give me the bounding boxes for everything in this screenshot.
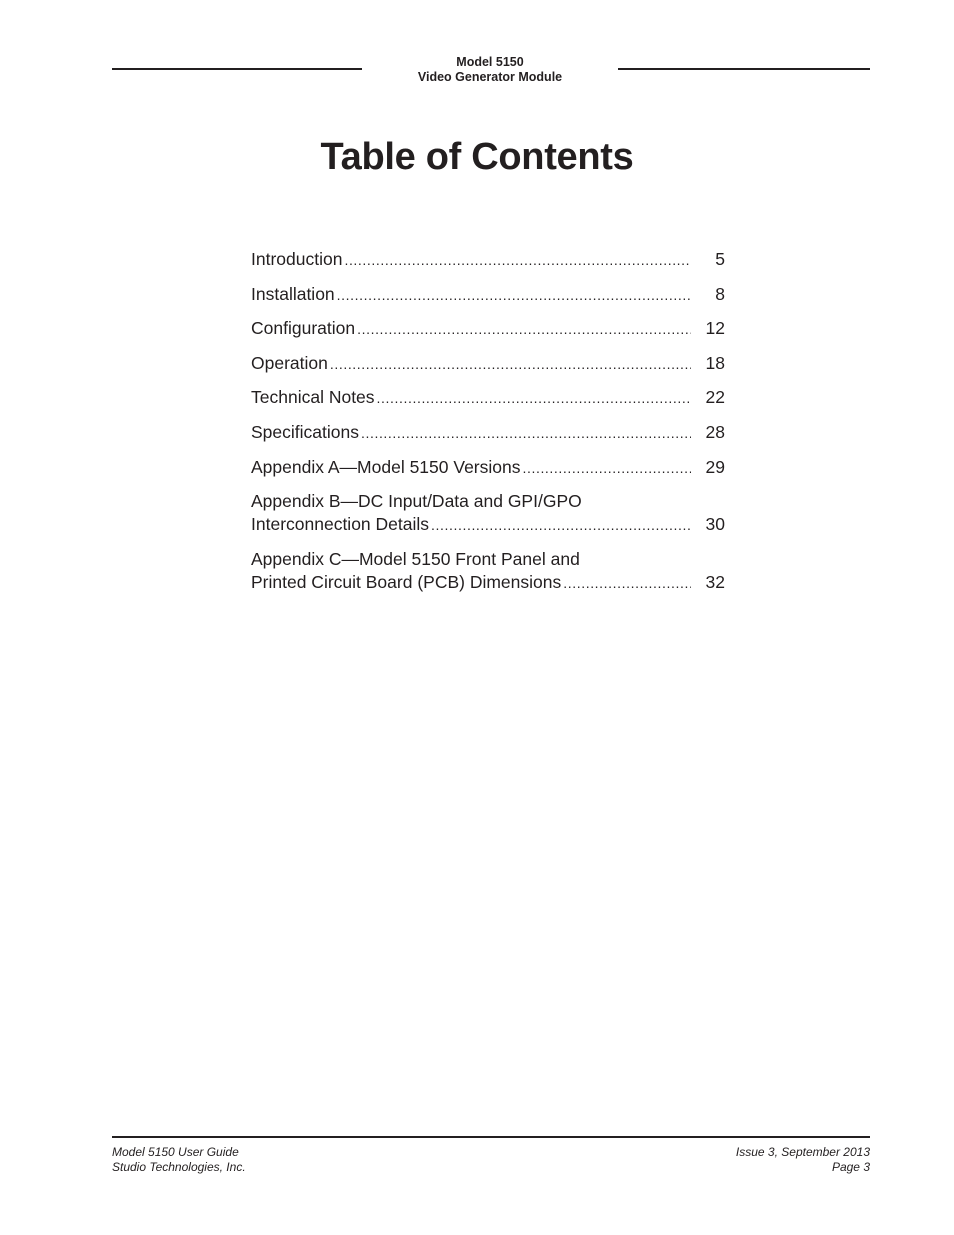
toc-entry-appendix-c[interactable] (251, 548, 725, 595)
toc-leader-dots (522, 457, 691, 480)
toc-entry-page: 28 (705, 421, 725, 442)
table-of-contents (251, 248, 725, 605)
toc-leader-dots (563, 572, 691, 595)
toc-entry-page: 5 (715, 249, 725, 269)
toc-entry-page: 32 (705, 571, 725, 592)
page-title: Table of Contents (320, 136, 634, 178)
toc-leader-dots (337, 284, 691, 307)
toc-entry-page: 30 (705, 514, 725, 535)
footer-issue: Issue 3, September 2013 (735, 1145, 870, 1159)
toc-entry-technical-notes[interactable] (251, 386, 725, 410)
toc-entry-title: Configuration (251, 318, 356, 339)
toc-entry-page: 12 (705, 318, 725, 339)
running-header (362, 55, 618, 85)
toc-leader-dots (357, 318, 691, 341)
footer-rule (112, 1136, 870, 1138)
toc-entry-introduction[interactable] (251, 248, 725, 272)
toc-entry-title-line1: Appendix C—Model 5150 Front Panel and (251, 548, 580, 569)
toc-entry-page: 18 (705, 352, 725, 373)
toc-leader-dots (377, 387, 691, 410)
toc-entry-title: Printed Circuit Board (PCB) Dimensions (251, 571, 562, 592)
toc-entry-specifications[interactable] (251, 421, 725, 445)
toc-entry-operation[interactable] (251, 352, 725, 376)
toc-entry-title: Appendix A—Model 5150 Versions (251, 456, 521, 477)
header-model: Model 5150 (456, 55, 524, 69)
toc-entry-page: 22 (705, 387, 725, 408)
toc-entry-page: 29 (705, 456, 725, 477)
toc-leader-dots (344, 249, 691, 272)
footer-right (736, 1145, 870, 1175)
footer-guide-name: Model 5150 User Guide (112, 1145, 239, 1159)
toc-entry-title: Interconnection Details (251, 514, 430, 535)
toc-entry-page: 8 (715, 283, 725, 304)
footer-company: Studio Technologies, Inc. (112, 1160, 246, 1174)
toc-entry-title: Operation (251, 352, 328, 373)
footer-page-number: Page 3 (831, 1160, 870, 1174)
header-product: Video Generator Module (417, 70, 563, 84)
toc-entry-appendix-b[interactable] (251, 490, 725, 537)
toc-entry-title-line1: Appendix B—DC Input/Data and GPI/GPO (251, 491, 582, 512)
toc-entry-configuration[interactable] (251, 317, 725, 341)
toc-leader-dots (330, 353, 691, 376)
toc-entry-appendix-a[interactable] (251, 456, 725, 480)
toc-entry-title: Installation (251, 283, 335, 304)
toc-entry-installation[interactable] (251, 283, 725, 307)
toc-entry-title: Technical Notes (251, 387, 375, 408)
toc-leader-dots (361, 422, 691, 445)
toc-entry-title: Introduction (251, 249, 343, 269)
header-rule-right (618, 68, 870, 70)
header-rule-left (112, 68, 362, 70)
footer-left (112, 1145, 246, 1175)
toc-entry-title: Specifications (251, 421, 359, 442)
toc-leader-dots (431, 514, 691, 537)
